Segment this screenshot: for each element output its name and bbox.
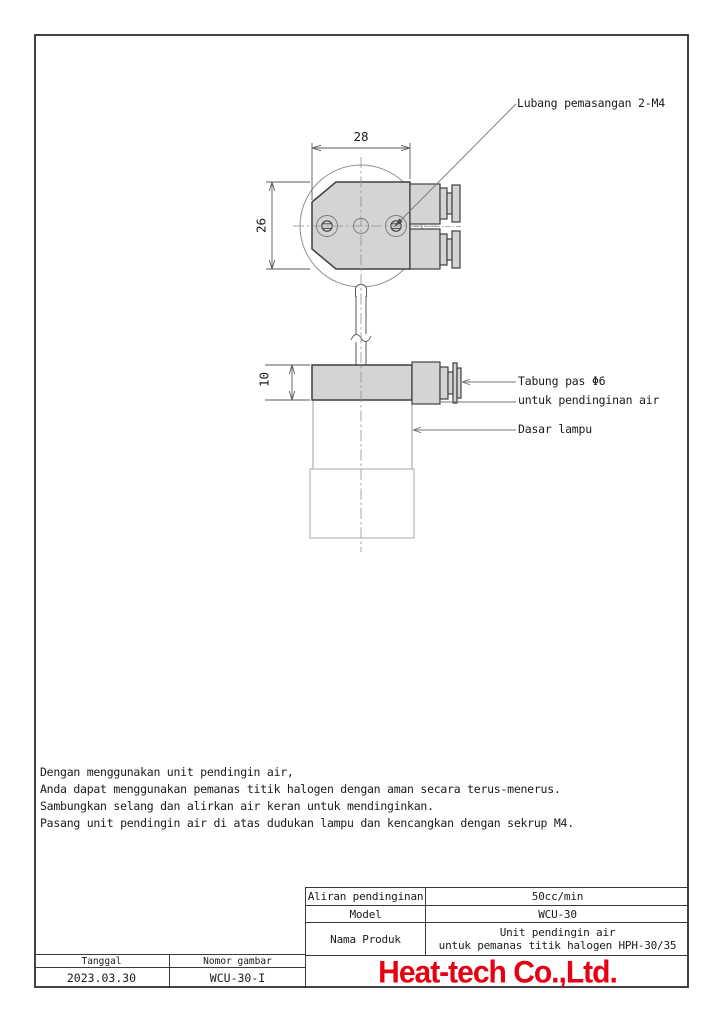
spec-row-product: [306, 923, 689, 956]
note-line-1: Dengan menggunakan unit pendingin air,: [40, 765, 294, 779]
lamp-base-label: Dasar lampu: [518, 422, 592, 436]
spec-value-model: WCU-30: [538, 907, 577, 921]
dimension-height-26: [266, 182, 310, 269]
side-view: [310, 285, 461, 539]
tube-connector-side: [412, 362, 461, 404]
title-block: [305, 887, 689, 988]
dimension-unit-height-10: [265, 365, 310, 400]
notes-block: [40, 764, 574, 832]
drawing-number-value: WCU-30-I: [209, 971, 266, 985]
spec-label-model: Model: [306, 906, 426, 922]
note-line-3: Sambungkan selang dan alirkan air keran untuk mendinginkan.: [40, 799, 434, 813]
tube-fitting-label-line1: Tabung pas Φ6: [518, 374, 606, 388]
dim-width-label: 28: [353, 129, 369, 144]
product-name-line1: Unit pendingin air: [499, 926, 616, 939]
spec-row-flow: [306, 888, 689, 906]
date-number-block: [34, 954, 305, 988]
lamp-base-body: [313, 400, 412, 469]
date-number-value-row: [34, 968, 305, 988]
dim-height-label: 26: [253, 217, 269, 234]
mounting-hole-label: Lubang pemasangan 2-M4: [517, 96, 665, 110]
note-line-4: Pasang unit pendingin air di atas dudukan lampu dan kencangkan dengan sekrup M4.: [40, 816, 574, 830]
dim-unit-height-label: 10: [256, 371, 272, 388]
product-name-line2: untuk pemanas titik halogen HPH-30/35: [438, 939, 677, 952]
tube-fitting-label-line2: untuk pendinginan air: [518, 393, 660, 407]
date-value: 2023.03.30: [34, 968, 170, 988]
date-label: Tanggal: [34, 955, 170, 967]
cooling-unit-block: [312, 365, 412, 400]
lamp-base-flange: [310, 469, 414, 538]
spec-value-flow: 50cc/min: [531, 890, 584, 903]
spec-label-product: Nama Produk: [306, 923, 426, 955]
company-logo-row: [306, 956, 689, 989]
drawing-number-label: Nomor gambar: [203, 955, 272, 967]
spec-label-flow: Aliran pendinginan: [306, 888, 426, 905]
tube-connector-bottom: [410, 229, 460, 269]
tube-connector-top: [410, 184, 460, 224]
company-logo: Heat-tech Co.,Ltd.: [378, 954, 617, 990]
date-number-header-row: [34, 955, 305, 968]
spec-value-product: [426, 923, 689, 955]
spec-row-model: [306, 906, 689, 923]
note-line-2: Anda dapat menggunakan pemanas titik halogen dengan aman secara terus-menerus.: [40, 782, 561, 796]
